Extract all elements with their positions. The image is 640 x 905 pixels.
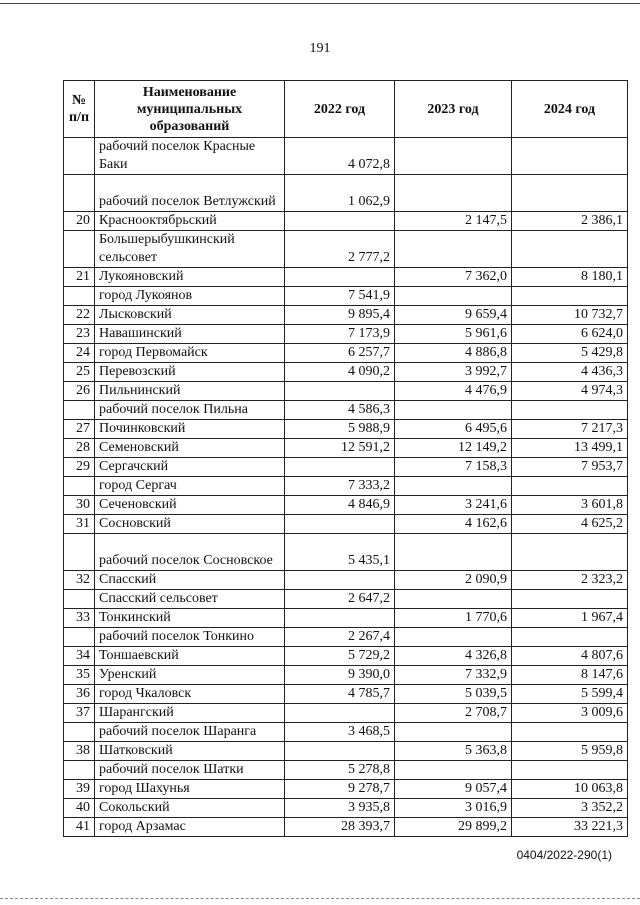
value-2023: 9 057,4 bbox=[395, 780, 512, 799]
table-row bbox=[64, 647, 628, 666]
table-row bbox=[64, 325, 628, 344]
value-2022 bbox=[285, 515, 395, 534]
row-name: город Лукоянов bbox=[95, 287, 285, 306]
value-2024: 8 147,6 bbox=[512, 666, 628, 685]
row-number: 28 bbox=[64, 439, 95, 458]
value-2023: 3 241,6 bbox=[395, 496, 512, 515]
row-name: город Сергач bbox=[95, 477, 285, 496]
value-2022: 7 173,9 bbox=[285, 325, 395, 344]
value-2022: 5 435,1 bbox=[285, 534, 395, 571]
header-name: Наименование муниципальных образований bbox=[95, 81, 285, 138]
value-2023: 2 708,7 bbox=[395, 704, 512, 723]
value-2023 bbox=[395, 175, 512, 212]
value-2022: 9 895,4 bbox=[285, 306, 395, 325]
row-number: 27 bbox=[64, 420, 95, 439]
value-2022 bbox=[285, 212, 395, 231]
table-row bbox=[64, 609, 628, 628]
value-2023 bbox=[395, 287, 512, 306]
value-2024: 33 221,3 bbox=[512, 818, 628, 837]
value-2024: 1 967,4 bbox=[512, 609, 628, 628]
row-name: Сергачский bbox=[95, 458, 285, 477]
value-2023: 29 899,2 bbox=[395, 818, 512, 837]
value-2022 bbox=[285, 571, 395, 590]
row-name: Сеченовский bbox=[95, 496, 285, 515]
row-name: Уренский bbox=[95, 666, 285, 685]
row-name: Шарангский bbox=[95, 704, 285, 723]
value-2023: 12 149,2 bbox=[395, 439, 512, 458]
value-2024: 5 599,4 bbox=[512, 685, 628, 704]
value-2024: 7 217,3 bbox=[512, 420, 628, 439]
page-number: 191 bbox=[309, 41, 331, 56]
value-2023: 5 363,8 bbox=[395, 742, 512, 761]
row-number bbox=[64, 628, 95, 647]
row-number: 31 bbox=[64, 515, 95, 534]
value-2023 bbox=[395, 477, 512, 496]
table-row bbox=[64, 458, 628, 477]
value-2024: 4 974,3 bbox=[512, 382, 628, 401]
row-name: Сосновский bbox=[95, 515, 285, 534]
table-row bbox=[64, 175, 628, 212]
row-name: Перевозский bbox=[95, 363, 285, 382]
row-name: рабочий поселок Ветлужский bbox=[95, 175, 285, 212]
value-2023: 3 016,9 bbox=[395, 799, 512, 818]
value-2023 bbox=[395, 761, 512, 780]
row-number: 33 bbox=[64, 609, 95, 628]
row-number bbox=[64, 534, 95, 571]
row-number: 20 bbox=[64, 212, 95, 231]
row-name: Шатковский bbox=[95, 742, 285, 761]
value-2024 bbox=[512, 175, 628, 212]
value-2023 bbox=[395, 138, 512, 175]
row-name: Спасский bbox=[95, 571, 285, 590]
row-number: 23 bbox=[64, 325, 95, 344]
table-row bbox=[64, 287, 628, 306]
value-2023 bbox=[395, 628, 512, 647]
value-2023: 5 961,6 bbox=[395, 325, 512, 344]
value-2024 bbox=[512, 477, 628, 496]
value-2024: 3 009,6 bbox=[512, 704, 628, 723]
header-num: № п/п bbox=[64, 81, 95, 138]
row-name: город Шахунья bbox=[95, 780, 285, 799]
table-row bbox=[64, 723, 628, 742]
row-name: рабочий поселок Шатки bbox=[95, 761, 285, 780]
row-name: город Первомайск bbox=[95, 344, 285, 363]
table-row bbox=[64, 439, 628, 458]
value-2022: 5 988,9 bbox=[285, 420, 395, 439]
value-2022: 4 090,2 bbox=[285, 363, 395, 382]
table-row bbox=[64, 666, 628, 685]
table-row bbox=[64, 818, 628, 837]
row-number bbox=[64, 477, 95, 496]
row-name: рабочий поселок Красные Баки bbox=[95, 138, 285, 175]
value-2023: 7 362,0 bbox=[395, 268, 512, 287]
value-2023 bbox=[395, 723, 512, 742]
table-row bbox=[64, 306, 628, 325]
table-row bbox=[64, 344, 628, 363]
row-number: 22 bbox=[64, 306, 95, 325]
value-2022: 5 278,8 bbox=[285, 761, 395, 780]
value-2023: 2 147,5 bbox=[395, 212, 512, 231]
value-2022: 4 072,8 bbox=[285, 138, 395, 175]
row-name: Навашинский bbox=[95, 325, 285, 344]
table-row bbox=[64, 515, 628, 534]
value-2024: 4 625,2 bbox=[512, 515, 628, 534]
top-rule bbox=[0, 3, 640, 4]
row-number: 35 bbox=[64, 666, 95, 685]
value-2023 bbox=[395, 590, 512, 609]
value-2023: 3 992,7 bbox=[395, 363, 512, 382]
row-number bbox=[64, 761, 95, 780]
row-name: рабочий поселок Пильна bbox=[95, 401, 285, 420]
value-2023: 4 326,8 bbox=[395, 647, 512, 666]
value-2024: 3 352,2 bbox=[512, 799, 628, 818]
table-row bbox=[64, 363, 628, 382]
bottom-rule bbox=[0, 898, 640, 899]
value-2023 bbox=[395, 401, 512, 420]
row-name: Лукояновский bbox=[95, 268, 285, 287]
row-name: Тонкинский bbox=[95, 609, 285, 628]
value-2024 bbox=[512, 231, 628, 268]
row-name: город Арзамас bbox=[95, 818, 285, 837]
row-name: Сокольский bbox=[95, 799, 285, 818]
value-2022: 9 390,0 bbox=[285, 666, 395, 685]
row-name: рабочий поселок Тонкино bbox=[95, 628, 285, 647]
row-number bbox=[64, 287, 95, 306]
value-2023: 4 162,6 bbox=[395, 515, 512, 534]
row-number: 29 bbox=[64, 458, 95, 477]
value-2022: 5 729,2 bbox=[285, 647, 395, 666]
table-row bbox=[64, 212, 628, 231]
value-2022: 4 846,9 bbox=[285, 496, 395, 515]
value-2024 bbox=[512, 287, 628, 306]
value-2022 bbox=[285, 382, 395, 401]
value-2024: 8 180,1 bbox=[512, 268, 628, 287]
value-2024: 4 436,3 bbox=[512, 363, 628, 382]
value-2023 bbox=[395, 231, 512, 268]
value-2022: 3 468,5 bbox=[285, 723, 395, 742]
value-2022: 12 591,2 bbox=[285, 439, 395, 458]
table-row bbox=[64, 590, 628, 609]
value-2023: 7 332,9 bbox=[395, 666, 512, 685]
value-2023: 1 770,6 bbox=[395, 609, 512, 628]
table-row bbox=[64, 138, 628, 175]
table-header-row bbox=[64, 81, 628, 138]
table-row bbox=[64, 742, 628, 761]
row-name: город Чкаловск bbox=[95, 685, 285, 704]
value-2024 bbox=[512, 590, 628, 609]
row-name: Починковский bbox=[95, 420, 285, 439]
value-2024: 5 959,8 bbox=[512, 742, 628, 761]
header-2022: 2022 год bbox=[285, 81, 395, 138]
row-number: 39 bbox=[64, 780, 95, 799]
row-number: 36 bbox=[64, 685, 95, 704]
value-2022 bbox=[285, 609, 395, 628]
table-row bbox=[64, 761, 628, 780]
value-2022: 1 062,9 bbox=[285, 175, 395, 212]
value-2023: 4 476,9 bbox=[395, 382, 512, 401]
value-2022: 7 541,9 bbox=[285, 287, 395, 306]
table-row bbox=[64, 685, 628, 704]
row-name: Лысковский bbox=[95, 306, 285, 325]
value-2024: 2 323,2 bbox=[512, 571, 628, 590]
value-2022: 6 257,7 bbox=[285, 344, 395, 363]
value-2024: 3 601,8 bbox=[512, 496, 628, 515]
value-2022: 4 586,3 bbox=[285, 401, 395, 420]
budget-table bbox=[63, 80, 628, 837]
table-row bbox=[64, 420, 628, 439]
row-number: 41 bbox=[64, 818, 95, 837]
table-row bbox=[64, 268, 628, 287]
row-number: 26 bbox=[64, 382, 95, 401]
row-number: 21 bbox=[64, 268, 95, 287]
value-2022 bbox=[285, 458, 395, 477]
header-2023: 2023 год bbox=[395, 81, 512, 138]
table-row bbox=[64, 231, 628, 268]
value-2024: 4 807,6 bbox=[512, 647, 628, 666]
document-code: 0404/2022-290(1) bbox=[516, 848, 612, 862]
value-2024 bbox=[512, 628, 628, 647]
value-2022 bbox=[285, 742, 395, 761]
value-2024 bbox=[512, 761, 628, 780]
table-row bbox=[64, 571, 628, 590]
value-2022: 2 777,2 bbox=[285, 231, 395, 268]
value-2024 bbox=[512, 138, 628, 175]
table-row bbox=[64, 780, 628, 799]
value-2022: 3 935,8 bbox=[285, 799, 395, 818]
row-number bbox=[64, 590, 95, 609]
value-2022 bbox=[285, 268, 395, 287]
value-2024 bbox=[512, 401, 628, 420]
table-row bbox=[64, 382, 628, 401]
table-row bbox=[64, 628, 628, 647]
row-number bbox=[64, 175, 95, 212]
row-name: Тоншаевский bbox=[95, 647, 285, 666]
row-number: 25 bbox=[64, 363, 95, 382]
row-number: 34 bbox=[64, 647, 95, 666]
value-2023 bbox=[395, 534, 512, 571]
table-row bbox=[64, 477, 628, 496]
value-2024: 13 499,1 bbox=[512, 439, 628, 458]
table-row bbox=[64, 799, 628, 818]
value-2023: 7 158,3 bbox=[395, 458, 512, 477]
value-2023: 4 886,8 bbox=[395, 344, 512, 363]
row-name: Семеновский bbox=[95, 439, 285, 458]
row-name: Пильнинский bbox=[95, 382, 285, 401]
row-number: 30 bbox=[64, 496, 95, 515]
row-name: Спасский сельсовет bbox=[95, 590, 285, 609]
value-2022 bbox=[285, 704, 395, 723]
value-2022: 2 647,2 bbox=[285, 590, 395, 609]
value-2023: 9 659,4 bbox=[395, 306, 512, 325]
table-row bbox=[64, 534, 628, 571]
value-2022: 2 267,4 bbox=[285, 628, 395, 647]
header-2024: 2024 год bbox=[512, 81, 628, 138]
row-name: Большерыбушкинский сельсовет bbox=[95, 231, 285, 268]
value-2023: 5 039,5 bbox=[395, 685, 512, 704]
row-name: рабочий поселок Сосновское bbox=[95, 534, 285, 571]
row-number bbox=[64, 231, 95, 268]
row-number: 37 bbox=[64, 704, 95, 723]
value-2024 bbox=[512, 723, 628, 742]
row-number: 24 bbox=[64, 344, 95, 363]
row-number bbox=[64, 723, 95, 742]
row-number: 40 bbox=[64, 799, 95, 818]
table-body bbox=[64, 138, 628, 837]
value-2024: 5 429,8 bbox=[512, 344, 628, 363]
value-2022: 9 278,7 bbox=[285, 780, 395, 799]
value-2022: 4 785,7 bbox=[285, 685, 395, 704]
row-number: 38 bbox=[64, 742, 95, 761]
value-2023: 2 090,9 bbox=[395, 571, 512, 590]
value-2024 bbox=[512, 534, 628, 571]
table-row bbox=[64, 401, 628, 420]
value-2024: 2 386,1 bbox=[512, 212, 628, 231]
value-2024: 6 624,0 bbox=[512, 325, 628, 344]
value-2024: 7 953,7 bbox=[512, 458, 628, 477]
table-row bbox=[64, 496, 628, 515]
row-name: рабочий поселок Шаранга bbox=[95, 723, 285, 742]
row-number bbox=[64, 401, 95, 420]
value-2024: 10 063,8 bbox=[512, 780, 628, 799]
value-2022: 7 333,2 bbox=[285, 477, 395, 496]
row-number bbox=[64, 138, 95, 175]
value-2023: 6 495,6 bbox=[395, 420, 512, 439]
value-2022: 28 393,7 bbox=[285, 818, 395, 837]
value-2024: 10 732,7 bbox=[512, 306, 628, 325]
row-number: 32 bbox=[64, 571, 95, 590]
table-row bbox=[64, 704, 628, 723]
row-name: Краснооктябрьский bbox=[95, 212, 285, 231]
